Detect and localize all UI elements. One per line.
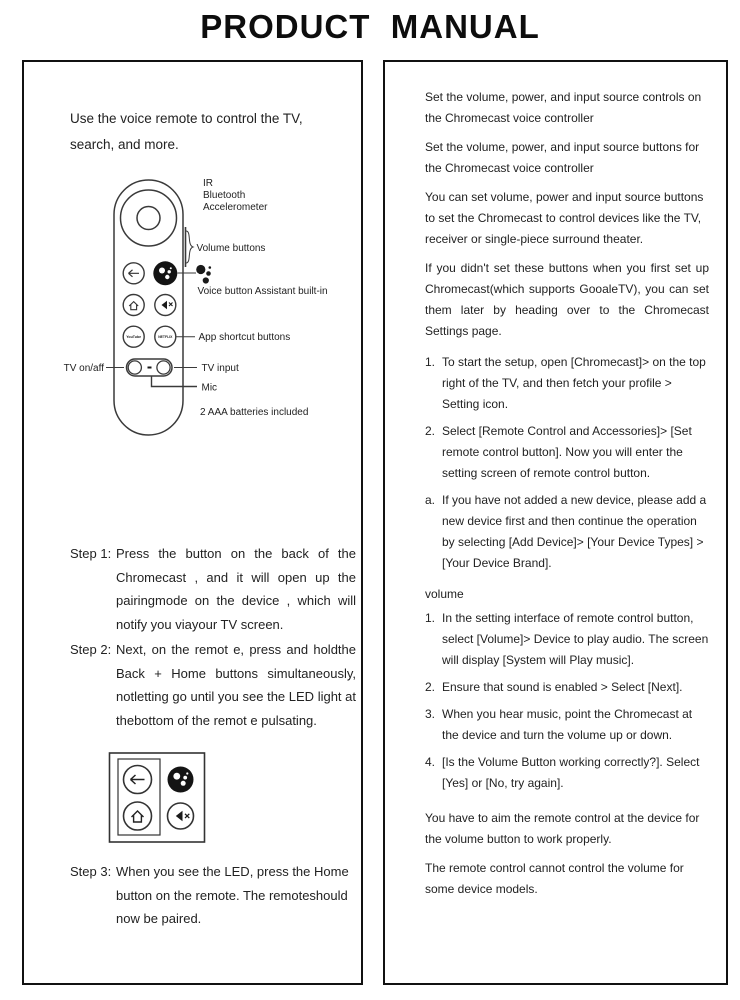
list-marker: 1. [425, 611, 436, 625]
volume-buttons-label: Volume buttons [196, 243, 266, 254]
volume-heading: volume [425, 587, 464, 601]
volume-bracket [186, 231, 193, 263]
intro-text: Use the voice remote to control the TV, search, and more. [70, 111, 303, 152]
setup-list-item-2 [425, 421, 709, 484]
feature-ir-label: IR [203, 178, 213, 189]
assistant-callout-icon [196, 265, 211, 284]
paragraph-cannot-control: The remote control cannot control the volume for some device models. [425, 861, 684, 896]
step-2-label: Step 2: [70, 642, 112, 657]
list-text: If you have not added a new device, please add a new device first and then continue the operation by selecting [Add Device]> [Your Device Types] > [Your Device Brand]. [442, 493, 707, 570]
netflix-button-label: NETFLIX [158, 335, 173, 340]
setup-list-item-a [425, 490, 709, 574]
page-title: PRODUCT MANUAL [200, 8, 540, 45]
pairing-voice-button [168, 767, 194, 793]
paragraph-set-controls: Set the volume, power, and input source controls on the Chromecast voice controller [425, 90, 702, 125]
paragraph-set-buttons: Set the volume, power, and input source buttons for the Chromecast voice controller [425, 140, 700, 175]
step-3 [70, 860, 356, 931]
volume-list-item-2 [425, 677, 709, 698]
step-2-text: Next, on the remot e, press and holdthe Back + Home buttons simultaneously, notletting go until you see the LED light at thebottom of the remot e pulsating. [116, 642, 356, 728]
paragraph-you-can-set: You can set volume, power and input source buttons to set the Chromecast to control devices like the TV, receiver or single-piece surround theater. [425, 190, 704, 246]
list-marker: 1. [425, 355, 436, 369]
step-1 [70, 542, 356, 636]
feature-bluetooth-label: Bluetooth [203, 190, 246, 201]
pairing-buttons-diagram [108, 750, 208, 845]
setup-list-item-1 [425, 352, 709, 415]
right-panel-content [425, 87, 709, 908]
list-marker: 2. [425, 680, 436, 694]
step-2 [70, 638, 356, 732]
step-3-text: When you see the LED, press the Home button on the remote. The remoteshould now be paired. [116, 864, 349, 926]
mic-label: Mic [201, 382, 218, 394]
list-marker: a. [425, 493, 436, 507]
list-text: In the setting interface of remote control button, select [Volume]> Device to play audio. The screen will display [System will Play music]. [442, 611, 709, 667]
feature-accelerometer-label: Accelerometer [203, 202, 268, 213]
list-marker: 3. [425, 707, 436, 721]
home-button [123, 295, 144, 316]
step-1-text: Press the button on the back of the Chromecast , and it will open up the pairingmode on the device , which will notify you viayour TV screen. [116, 546, 356, 632]
volume-list-item-4 [425, 752, 709, 794]
pairing-home-button [124, 802, 152, 830]
paragraph-if-not-set: If you didn't set these buttons when you first set up Chromecast(which supports GooaleTV), you can set them later by heading over to the Chromecast Settings page. [425, 261, 709, 338]
right-panel [383, 60, 728, 985]
volume-list-item-3 [425, 704, 709, 746]
list-marker: 4. [425, 755, 436, 769]
list-text: To start the setup, open [Chromecast]> on the top right of the TV, and then fetch your profile > Setting icon. [442, 355, 706, 411]
tv-input-label: TV input [201, 363, 239, 374]
voice-button [153, 261, 177, 285]
paragraph-aim-remote: You have to aim the remote control at the device for the volume button to work properly. [425, 811, 700, 846]
voice-button-label: Voice button Assistant built-in [197, 286, 328, 297]
list-text: [Is the Volume Button working correctly?]. Select [Yes] or [No, try again]. [442, 755, 700, 790]
list-text: Ensure that sound is enabled > Select [Next]. [442, 680, 683, 694]
input-button [157, 361, 170, 374]
step-3-label: Step 3: [70, 864, 112, 879]
list-marker: 2. [425, 424, 436, 438]
app-shortcut-label: App shortcut buttons [198, 332, 291, 343]
power-button [128, 361, 141, 374]
list-text: When you hear music, point the Chromecast at the device and turn the volume up or down. [442, 707, 693, 742]
tv-onoff-label: TV on/aff [63, 363, 104, 374]
remote-diagram [55, 165, 365, 455]
youtube-button-label: YouTube [126, 335, 142, 340]
left-panel [22, 60, 363, 985]
step-1-label: Step 1: [70, 546, 112, 561]
batteries-label: 2 AAA batteries included [200, 407, 309, 418]
list-text: Select [Remote Control and Accessories]> [Set remote control button]. Now you will enter the setting screen of remote control button. [442, 424, 692, 480]
volume-list-item-1 [425, 608, 709, 671]
